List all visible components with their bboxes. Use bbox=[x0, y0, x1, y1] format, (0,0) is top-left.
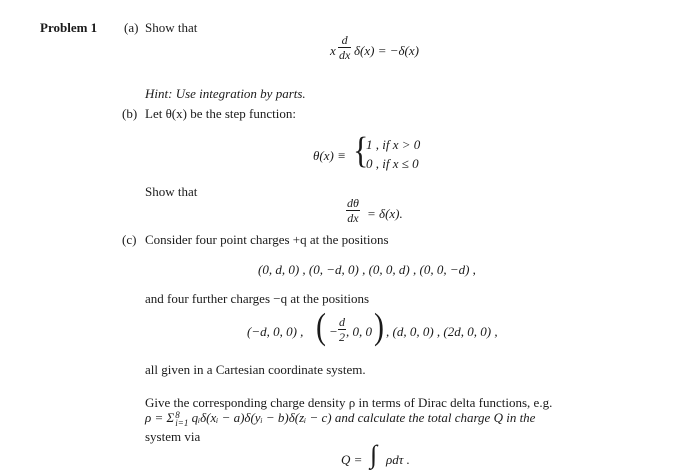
neg-frac-suffix: , 0, 0 bbox=[346, 324, 372, 339]
part-b-rhs: = δ(x). bbox=[367, 206, 403, 221]
part-a-hint: Hint: Use integration by parts. bbox=[145, 86, 306, 101]
theta-lhs: θ(x) ≡ bbox=[313, 148, 346, 163]
negative-positions-rest: , (d, 0, 0) , (2d, 0, 0) , bbox=[386, 324, 498, 339]
neg-frac-den: 2 bbox=[339, 330, 345, 344]
part-c-further: and four further charges −q at the positions bbox=[145, 291, 370, 306]
part-c-give-1: Give the corresponding charge density ρ in terms of Dirac delta functions, e.g. bbox=[145, 395, 553, 410]
cases-brace: { bbox=[353, 129, 369, 171]
neg-frac-prefix: − bbox=[329, 324, 338, 339]
part-a-derivative-num: d bbox=[341, 33, 348, 47]
part-c-give-2 bbox=[145, 411, 535, 427]
part-b-derivative-num: dθ bbox=[347, 196, 359, 210]
negative-position-1: (−d, 0, 0) , bbox=[247, 324, 304, 339]
part-a-label: (a) bbox=[124, 20, 139, 35]
part-c-label: (c) bbox=[122, 232, 137, 247]
part-b-derivative bbox=[346, 197, 360, 224]
left-paren: ( bbox=[316, 305, 326, 347]
part-a-derivative-den: dx bbox=[339, 48, 351, 62]
sum-lower: i=1 bbox=[175, 418, 189, 429]
problem-label: Problem 1 bbox=[40, 20, 98, 35]
part-a-intro: Show that bbox=[145, 20, 198, 35]
part-a-eq-right: δ(x) = −δ(x) bbox=[354, 43, 419, 58]
part-a-derivative bbox=[338, 34, 351, 61]
q-lhs: Q = bbox=[341, 452, 363, 467]
part-c-give-2-rest: qᵢδ(xᵢ − a)δ(yᵢ − b)δ(zᵢ − c) and calculate the total charge Q in the bbox=[188, 410, 536, 426]
case-1: 1 , if x > 0 bbox=[366, 137, 421, 152]
positive-positions: (0, d, 0) , (0, −d, 0) , (0, 0, d) , (0, 0, −d) , bbox=[258, 262, 476, 277]
neg-frac bbox=[338, 316, 346, 343]
part-b-label: (b) bbox=[122, 106, 138, 121]
q-rhs: ρdτ . bbox=[386, 452, 410, 467]
part-c-intro: Consider four point charges +q at the positions bbox=[145, 232, 389, 247]
case-2: 0 , if x ≤ 0 bbox=[366, 156, 419, 171]
part-b-show: Show that bbox=[145, 184, 198, 199]
sum-upper: 8 bbox=[175, 410, 180, 420]
part-c-cartesian: all given in a Cartesian coordinate system. bbox=[145, 362, 366, 377]
part-b-intro: Let θ(x) be the step function: bbox=[145, 106, 296, 121]
part-c-give-3: system via bbox=[145, 429, 201, 444]
integral-sign: ∫ bbox=[370, 440, 378, 469]
right-paren: ) bbox=[374, 305, 384, 347]
neg-frac-num: d bbox=[339, 315, 345, 329]
part-b-derivative-den: dx bbox=[347, 211, 359, 225]
rho-sum-symbol: ρ = Σ bbox=[145, 410, 175, 426]
part-a-eq-left: x bbox=[330, 43, 336, 58]
